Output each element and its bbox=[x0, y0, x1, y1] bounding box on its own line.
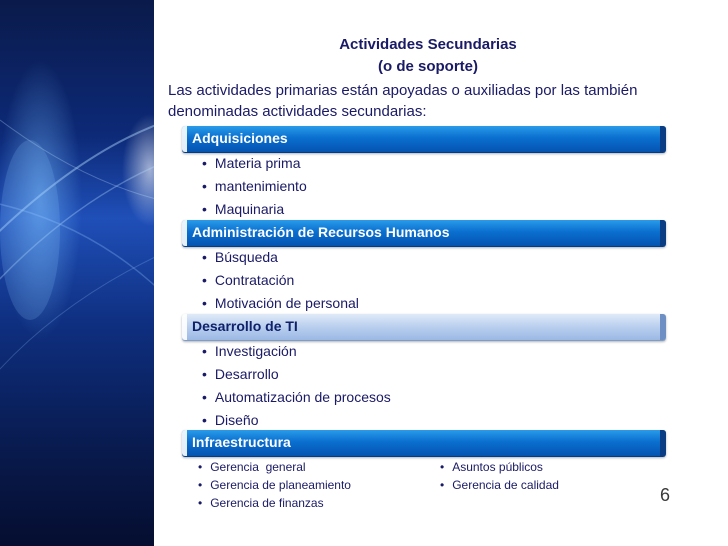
list-item: • Materia prima bbox=[202, 152, 307, 175]
list-item: • Automatización de procesos bbox=[202, 386, 391, 409]
section-header-desarrollo-ti bbox=[182, 314, 666, 341]
section-header-adquisiciones bbox=[182, 126, 666, 153]
decorative-sidebar bbox=[0, 0, 154, 546]
slide-title-line1: Actividades Secundarias bbox=[339, 36, 517, 53]
bar-right-edge bbox=[660, 430, 666, 456]
section-list-infraestructura-left bbox=[198, 458, 351, 512]
list-item: • Desarrollo bbox=[202, 363, 391, 386]
list-item: • Contratación bbox=[202, 269, 359, 292]
bar-right-edge bbox=[660, 220, 666, 246]
bar-left-cap bbox=[182, 314, 187, 340]
list-item: • Gerencia de finanzas bbox=[198, 494, 351, 512]
intro-paragraph: Las actividades primarias están apoyadas o auxiliadas por las también denominadas actividades secundarias: bbox=[168, 82, 638, 120]
section-header-infraestructura bbox=[182, 430, 666, 457]
page-number: 6 bbox=[660, 485, 671, 505]
list-item: • Gerencia general bbox=[198, 458, 351, 476]
list-item: • Maquinaria bbox=[202, 198, 307, 221]
bar-left-cap bbox=[182, 220, 187, 246]
bar-right-edge bbox=[660, 314, 666, 340]
section-label: Desarrollo de TI bbox=[192, 318, 298, 334]
bar-right-edge bbox=[660, 126, 666, 152]
section-label: Infraestructura bbox=[192, 434, 291, 450]
section-header-recursos-humanos bbox=[182, 220, 666, 247]
section-list-desarrollo-ti bbox=[202, 340, 391, 432]
section-list-recursos-humanos bbox=[202, 246, 359, 315]
section-label: Adquisiciones bbox=[192, 130, 288, 146]
list-item: • mantenimiento bbox=[202, 175, 307, 198]
list-item: • Asuntos públicos bbox=[440, 458, 559, 476]
list-item: • Investigación bbox=[202, 340, 391, 363]
section-list-adquisiciones bbox=[202, 152, 307, 221]
light-streaks-graphic bbox=[0, 0, 154, 546]
section-label: Administración de Recursos Humanos bbox=[192, 224, 450, 240]
list-item: • Diseño bbox=[202, 409, 391, 432]
section-list-infraestructura-right bbox=[440, 458, 559, 494]
list-item: • Gerencia de calidad bbox=[440, 476, 559, 494]
slide-title-line2: (o de soporte) bbox=[378, 58, 478, 75]
bar-left-cap bbox=[182, 430, 187, 456]
list-item: • Gerencia de planeamiento bbox=[198, 476, 351, 494]
bar-left-cap bbox=[182, 126, 187, 152]
list-item: • Motivación de personal bbox=[202, 292, 359, 315]
list-item: • Búsqueda bbox=[202, 246, 359, 269]
